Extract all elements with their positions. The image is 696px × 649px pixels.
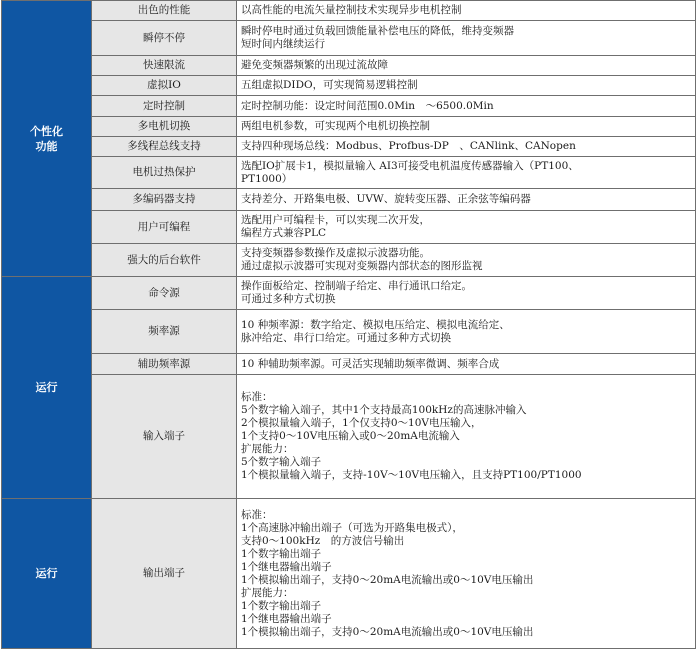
table-row xyxy=(2,56,696,76)
category-label: 运行 xyxy=(35,567,58,580)
feature-cell: 辅助频率源 xyxy=(92,354,237,375)
table-row xyxy=(2,117,696,137)
spec-table xyxy=(1,0,696,649)
category-cell-operation xyxy=(2,277,92,499)
table-row xyxy=(2,310,696,354)
description-cell: 标准： 5个数字输入端子，其中1个支持最高100kHz的高速脉冲输入 2个模拟量输入端子，1个仅支持0～10V电压输入， 1个支持0～10V电压输入或0～20mA电流输入 扩展能力： 5个数字输入端子 1个模拟量输入端子，支持-10V～10V电压输入，且支持PT100/PT1000 xyxy=(237,375,696,499)
feature-cell: 瞬停不停 xyxy=(92,21,237,56)
feature-cell: 强大的后台软件 xyxy=(92,244,237,277)
description-cell: 标准： 1个高速脉冲输出端子（可选为开路集电极式）， 支持0～100kHz 的方波信号输出 1个数字输出端子 1个继电器输出端子 1个模拟输出端子，支持0～20mA电流输出或0～10V电压输出 扩展能力： 1个数字输出端子 1个继电器输出端子 1个模拟输出端子，支持0～20mA电流输出或0～10V电压输出 xyxy=(237,499,696,649)
table-row xyxy=(2,157,696,189)
feature-cell: 多线程总线支持 xyxy=(92,137,237,157)
description-cell: 支持变频器参数操作及虚拟示波器功能。 通过虚拟示波器可实现对变频器内部状态的图形监视 xyxy=(237,244,696,277)
category-label: 运行 xyxy=(35,381,58,394)
description-cell: 10 种辅助频率源。可灵活实现辅助频率微调、频率合成 xyxy=(237,354,696,375)
feature-cell: 虚拟IO xyxy=(92,76,237,96)
table-row xyxy=(2,375,696,499)
feature-cell: 快速限流 xyxy=(92,56,237,76)
description-cell: 以高性能的电流矢量控制技术实现异步电机控制 xyxy=(237,1,696,21)
category-cell-operation xyxy=(2,499,92,649)
table-row xyxy=(2,1,696,21)
description-cell: 选配用户可编程卡，可以实现二次开发， 编程方式兼容PLC xyxy=(237,211,696,244)
table-row xyxy=(2,21,696,56)
description-cell: 支持差分、开路集电极、UVW、旋转变压器、正余弦等编码器 xyxy=(237,189,696,211)
table-row xyxy=(2,244,696,277)
feature-cell: 电机过热保护 xyxy=(92,157,237,189)
table-row xyxy=(2,189,696,211)
feature-cell: 多电机切换 xyxy=(92,117,237,137)
feature-cell: 定时控制 xyxy=(92,96,237,117)
description-cell: 10 种频率源：数字给定、模拟电压给定、模拟电流给定、 脉冲给定、串行口给定。可通过多种方式切换 xyxy=(237,310,696,354)
table-row xyxy=(2,354,696,375)
category-label: 个性化功能 xyxy=(30,124,63,153)
table-row xyxy=(2,96,696,117)
table-row xyxy=(2,137,696,157)
feature-cell: 用户可编程 xyxy=(92,211,237,244)
category-cell-personalized xyxy=(2,1,92,277)
feature-cell: 输入端子 xyxy=(92,375,237,499)
feature-cell: 输出端子 xyxy=(92,499,237,649)
table-row xyxy=(2,76,696,96)
description-cell: 避免变频器频繁的出现过流故障 xyxy=(237,56,696,76)
table-row xyxy=(2,277,696,310)
description-cell: 两组电机参数，可实现两个电机切换控制 xyxy=(237,117,696,137)
description-cell: 五组虚拟DIDO，可实现简易逻辑控制 xyxy=(237,76,696,96)
feature-cell: 出色的性能 xyxy=(92,1,237,21)
feature-cell: 命令源 xyxy=(92,277,237,310)
table-row xyxy=(2,211,696,244)
description-cell: 定时控制功能：设定时间范围0.0Min ～6500.0Min xyxy=(237,96,696,117)
feature-cell: 多编码器支持 xyxy=(92,189,237,211)
description-cell: 选配IO扩展卡1，模拟量输入 AI3可接受电机温度传感器输入（PT100、 PT1000） xyxy=(237,157,696,189)
description-cell: 支持四种现场总线：Modbus、Profbus-DP 、CANlink、CANopen xyxy=(237,137,696,157)
description-cell: 瞬时停电时通过负载回馈能量补偿电压的降低，维持变频器 短时间内继续运行 xyxy=(237,21,696,56)
table-row xyxy=(2,499,696,649)
description-cell: 操作面板给定、控制端子给定、串行通讯口给定。 可通过多种方式切换 xyxy=(237,277,696,310)
feature-cell: 频率源 xyxy=(92,310,237,354)
